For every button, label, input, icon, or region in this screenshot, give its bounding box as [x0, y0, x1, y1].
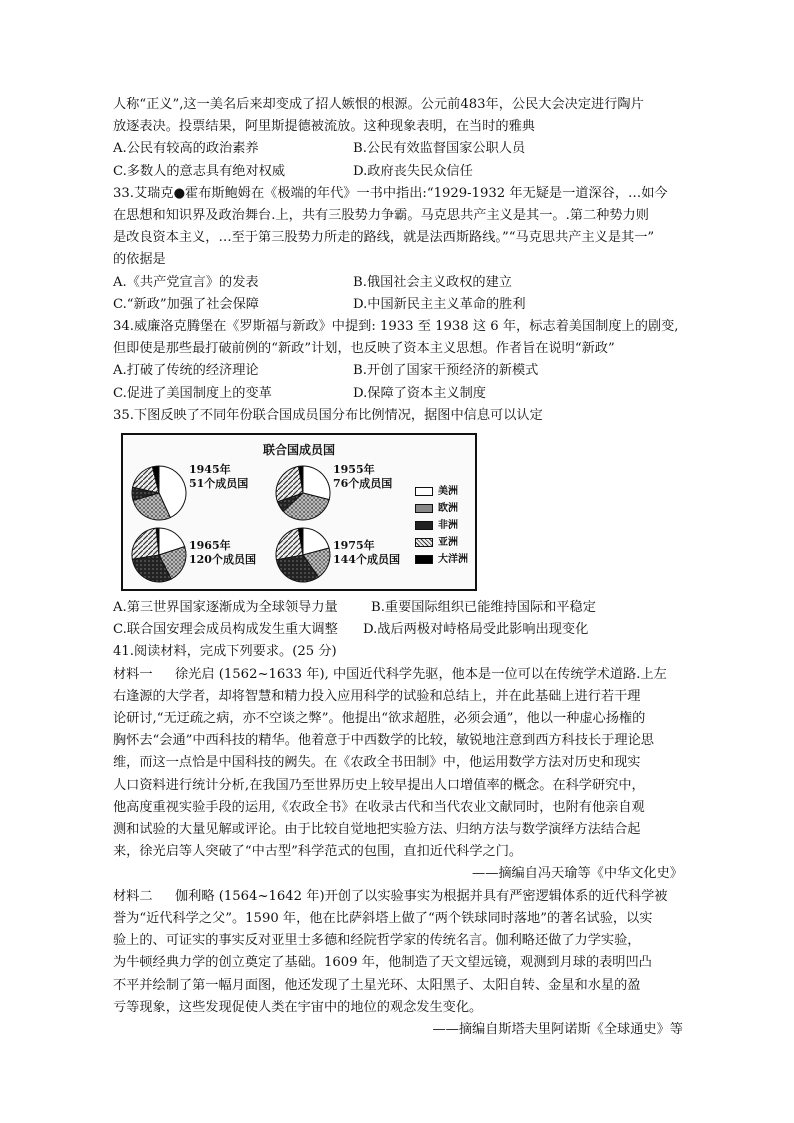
q35-option-a: A.第三世界国家逐渐成为全球领导力量 — [113, 600, 338, 616]
material-text-line: 亏等现象，这些发现促使人类在宇宙中的地位的观念发生变化。 — [113, 999, 483, 1015]
exam-page — [113, 94, 693, 1041]
q41-stem: 41.阅读材料，完成下列要求。(25 分) — [113, 644, 337, 660]
q34-options-row2 — [113, 383, 693, 405]
legend-label: 大洋洲 — [438, 554, 468, 566]
q32-option-c: C.多数人的意志具有绝对权威 — [113, 163, 286, 179]
material-text-line: 验上的、可证实的事实反对亚里士多德和经院哲学家的传统名言。伽利略还做了力学实验， — [113, 933, 641, 949]
q33-option-b: B.俄国社会主义政权的建立 — [353, 274, 512, 290]
q32-options-row1 — [113, 138, 693, 160]
chart-title: 联合国成员国 — [262, 443, 335, 458]
legend-swatch — [415, 521, 433, 530]
pie-year-label: 1975年 — [333, 539, 375, 553]
material-one-source: ——摘编自冯天瑜等《中华文化史》 — [472, 866, 683, 882]
q35-option-b: B.重要国际组织已能维持国际和平稳定 — [371, 600, 596, 616]
pie-slice-asia — [132, 528, 159, 559]
q32-option-d: D.政府丧失民众信任 — [353, 163, 473, 179]
q35-options-row2 — [113, 619, 693, 641]
legend-item — [415, 500, 468, 517]
un-members-pie-chart — [121, 433, 477, 591]
pie-caption-1945 — [189, 463, 248, 491]
chart-legend — [415, 483, 468, 568]
material-text-line: 他高度重视实验手段的运用,《农政全书》在收录古代和当代农业文献同时，也附有他亲自观 — [113, 799, 645, 815]
q32-option-b: B.公民有效监督国家公职人员 — [353, 141, 526, 157]
material-one-body — [113, 686, 693, 864]
q32-text-line1: 人称“正义”,这一美名后来却变成了招人嫉恨的根源。公元前483年，公民大会决定进行陶片 — [113, 97, 644, 112]
material-text-line: 来，徐光启等人突破了“中古型”科学范式的包围，直扣近代科学之门。 — [113, 844, 523, 860]
material-text-line: 测和试验的大量见解或评论。由于比较自觉地把实验方法、归纳方法与数学演绎方法结合起 — [113, 822, 641, 838]
legend-item — [415, 551, 468, 568]
q34-text-line1: 34.威廉洛克腾堡在《罗斯福与新政》中提到: 1933 至 1938 这 6 年，标志着美国制度上的剧变, — [113, 319, 679, 335]
pie-caption-1955 — [333, 463, 392, 491]
material-one-label: 材料一 — [113, 666, 153, 682]
q35-options-row1 — [113, 597, 693, 619]
legend-swatch — [415, 538, 433, 547]
legend-swatch — [415, 487, 433, 496]
legend-item — [415, 534, 468, 551]
pie-count-label: 120个成员国 — [189, 553, 256, 567]
q33-option-d: D.中国新民主主义革命的胜利 — [353, 296, 526, 312]
q32-text-line2: 放逐表决。投票结果，阿里斯提德被流放。这种现象表明，在当时的雅典 — [113, 119, 535, 135]
material-one-first-line — [113, 664, 693, 686]
material-text-line: 论研讨,“无迂疏之病，亦不空谈之弊”。他提出“欲求超胜，必须会通”，他以一种虚心扬権的 — [113, 711, 646, 727]
legend-label: 美洲 — [438, 486, 458, 498]
q33-text-line2: 在思想和知识界及政治舞台.上，共有三股势力争霸。马克思共产主义是其一。.第二种势力则 — [113, 208, 649, 224]
pie-year-label: 1965年 — [189, 539, 231, 553]
material-text-line: 为牛顿经典力学的创立奠定了基础。1609 年，他制造了天文望远镜，观测到月球的表明凹凸 — [113, 955, 652, 971]
q34-text-line2: 但即使是那些最打破前例的“新政”计划，也反映了资本主义思想。作者旨在说明“新政” — [113, 341, 615, 357]
material-text-line: 维，而这一点恰是中国科技的阙失。在《农政全书田制》中，他运用数学方法对历史和现实 — [113, 755, 641, 771]
q35-stem: 35.下图反映了不同年份联合国成员国分布比例情况，据图中信息可以认定 — [113, 407, 543, 423]
q33-text-line1: 33.艾瑞克●霍布斯鲍姆在《极端的年代》一书中指出:“1929-1932 年无疑是一道深谷，…如今 — [113, 185, 668, 201]
pie-count-label: 144个成员国 — [333, 553, 400, 567]
q33-text-line4: 的依据是 — [113, 252, 166, 268]
pie-caption-1965 — [189, 539, 256, 567]
material-one-line: 徐光启 (1562~1633 年), 中国近代科学先驱，他本是一位可以在传统学术道路.上左 — [175, 666, 667, 682]
legend-item — [415, 483, 468, 500]
q34-option-c: C.促进了美国制度上的变革 — [113, 385, 272, 401]
q32-options-row2 — [113, 161, 693, 183]
q35-option-c: C.联合国安理会成员构成发生重大调整 — [113, 622, 338, 638]
q32-option-a: A.公民有较高的政治素养 — [113, 141, 259, 157]
q34-option-a: A.打破了传统的经济理论 — [113, 363, 259, 379]
material-two-body — [113, 908, 693, 1019]
q33-option-a: A.《共产党宣言》的发表 — [113, 274, 259, 290]
legend-label: 欧洲 — [438, 503, 458, 515]
material-text-line: 誉为“近代科学之父”。1590 年，他在比萨斜塔上做了“两个铁球同时落地”的著名试验，以实 — [113, 910, 653, 926]
q33-options-row2 — [113, 294, 693, 316]
material-text-line: 人口资料进行统计分析,在我国乃至世界历史上较早提出人口增值率的概念。在科学研究中， — [113, 777, 645, 793]
q35-option-d: D.战后两极对峙格局受此影响出现变化 — [363, 622, 589, 638]
q34-option-b: B.开创了国家干预经济的新模式 — [353, 363, 539, 379]
pie-count-label: 76个成员国 — [333, 477, 393, 491]
legend-item — [415, 517, 468, 534]
q33-options-row1 — [113, 272, 693, 294]
legend-swatch — [415, 555, 433, 564]
q33-text-line3: 是改良资本主义，…至于第三股势力所走的路线，就是法西斯路线。”“马克思共产主义是其一” — [113, 230, 655, 246]
pie-year-label: 1955年 — [333, 463, 375, 477]
material-text-line: 不平并绘制了第一幅月面图，他还发现了土星光环、太阳黑子、太阳自转、金星和水星的盈 — [113, 977, 641, 993]
q34-options-row1 — [113, 360, 693, 382]
material-two-first-line — [113, 886, 693, 908]
material-text-line: 胸怀去“会通”中西科技的精华。他着意于中西数学的比较，敏锐地注意到西方科技长于理论思 — [113, 733, 654, 749]
material-two-line: 伽利略 (1564~1642 年)开创了以实验事实为根据并具有严密逻辑体系的近代科学被 — [175, 888, 668, 904]
legend-label: 非洲 — [438, 520, 458, 532]
pie-year-label: 1945年 — [189, 463, 231, 477]
legend-swatch — [415, 504, 433, 513]
material-two-label: 材料二 — [113, 888, 153, 904]
legend-label: 亚洲 — [438, 537, 458, 549]
pie-caption-1975 — [333, 539, 400, 567]
q34-option-d: D.保障了资本主义制度 — [353, 385, 486, 401]
material-two-source: ——摘编自斯塔夫里阿诺斯《全球通史》等 — [432, 1021, 683, 1037]
material-text-line: 右逢源的大学者，却将智慧和精力投入应用科学的试验和总结上，并在此基础上进行若干理 — [113, 688, 641, 704]
pie-count-label: 51个成员国 — [189, 477, 249, 491]
q33-option-c: C.“新政”加强了社会保障 — [113, 296, 259, 312]
